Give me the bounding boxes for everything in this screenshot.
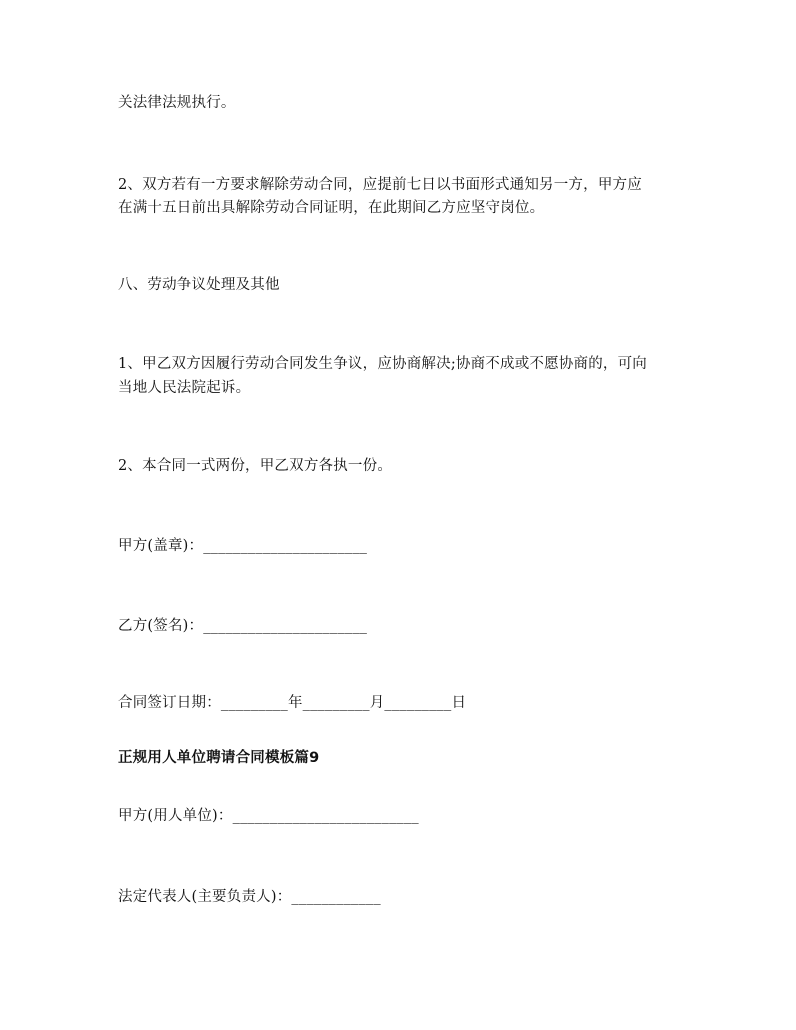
- dispute-clause-line-1: 1、甲乙双方因履行劳动合同发生争议，应协商解决;协商不成或不愿协商的，可向: [118, 356, 648, 372]
- copies-clause: 2、本合同一式两份，甲乙双方各执一份。: [118, 458, 393, 474]
- template-9-heading: 正规用人单位聘请合同模板篇9: [118, 750, 320, 766]
- party-b-signature-line: 乙方(签名)：______________________: [118, 618, 368, 634]
- paragraph-text: 关法律法规执行。: [118, 95, 236, 111]
- section-8-title: 八、劳动争议处理及其他: [118, 277, 280, 293]
- signing-date-line: 合同签订日期：_________年_________月_________日: [118, 695, 467, 711]
- dispute-clause-line-2: 当地人民法院起诉。: [118, 380, 251, 396]
- party-a-seal-line: 甲方(盖章)：______________________: [118, 538, 368, 554]
- termination-clause-line-1: 2、双方若有一方要求解除劳动合同，应提前七日以书面形式通知另一方，甲方应: [118, 177, 642, 193]
- termination-clause-line-2: 在满十五日前出具解除劳动合同证明，在此期间乙方应坚守岗位。: [118, 200, 545, 216]
- legal-representative-line: 法定代表人(主要负责人)：____________: [118, 889, 381, 905]
- employer-line: 甲方(用人单位)：_________________________: [118, 808, 419, 824]
